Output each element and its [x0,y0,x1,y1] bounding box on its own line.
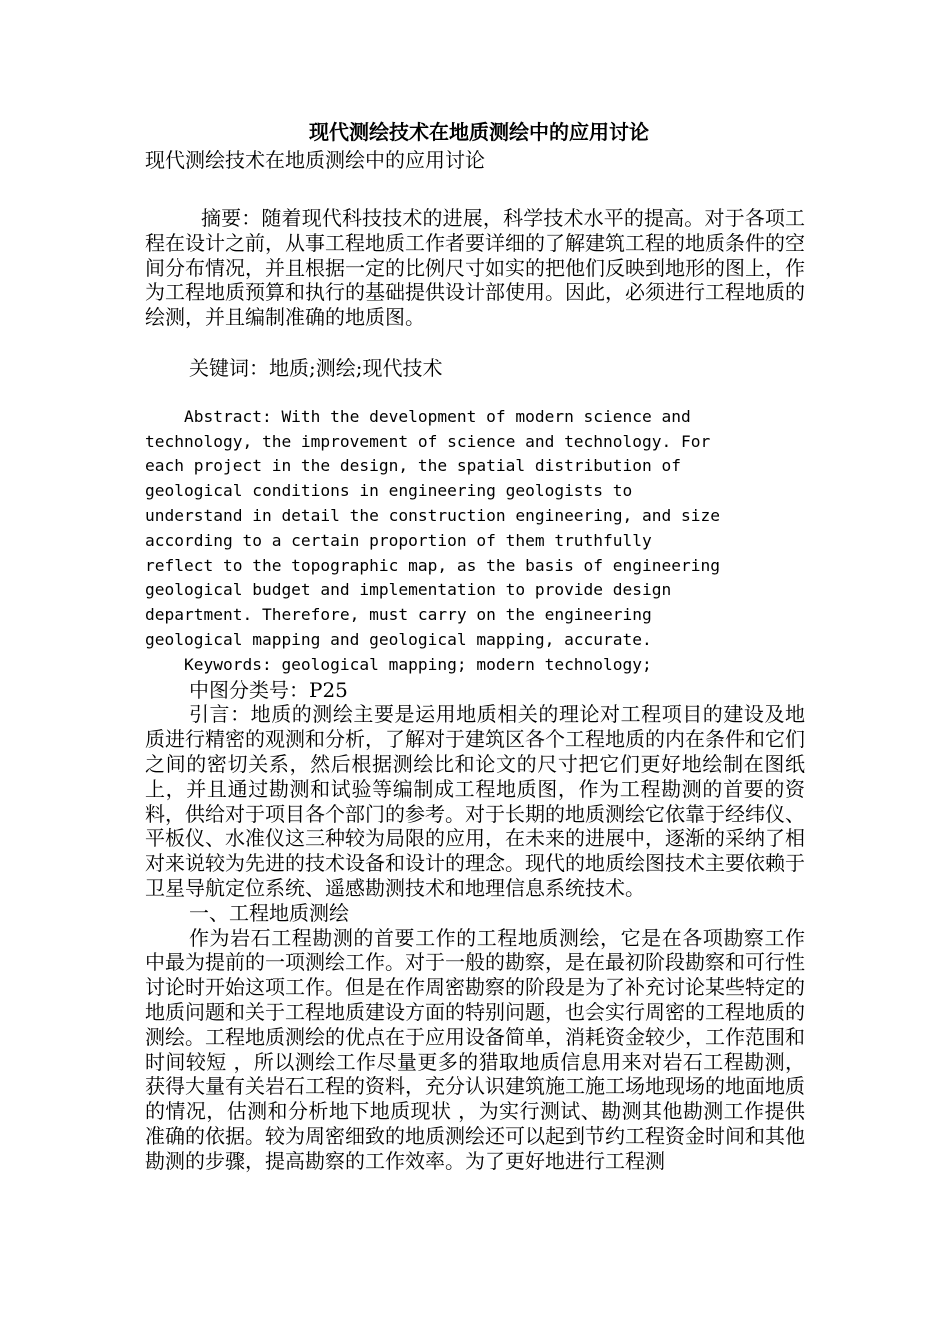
keywords-cn: 关键词：地质;测绘;现代技术 [189,355,443,380]
abstract-en-line: according to a certain proportion of them truthfully [145,530,652,550]
abstract-en [145,405,805,678]
abstract-en-line: department. Therefore, must carry on the engineering [145,605,652,625]
spacer [145,174,805,206]
document-subtitle: 现代测绘技术在地质测绘中的应用讨论 [145,148,485,172]
abstract-en-line: geological conditions in engineering geologists to [145,481,633,501]
keywords-en: Keywords: geological mapping; modern technology; [145,654,652,674]
spacer [145,330,805,356]
section-body: 作为岩石工程勘测的首要工作的工程地质测绘，它是在各项勘察工作中最为提前的一项测绘工作。对于一般的勘察，是在最初阶段勘察和可行性讨论时开始这项工作。但是在作周密勘察的阶段是为了补充讨论某些特定的地质问题和关于工程地质建设方面的特别问题，也会实行周密的工程地质的测绘。工程地质测绘的优点在于应用设备简单，消耗资金较少，工作范围和时间较短 ，所以测绘工作尽量更多的猎取地质信息用来对岩石工程勘测，获得大量有关岩石工程的资料，充分认识建筑施工施工场地现场的地面地质的情况，估测和分析地下地质现状 ，为实行测试、勘测其他勘测工作提供准确的依据。较为周密细致的地质测绘还可以起到节约工程资金时间和其他勘测的步骤，提高勘察的工作效率。为了更好地进行工程测 [145,925,805,1173]
abstract-en-line: Abstract: With the development of modern science and [145,406,691,426]
introduction: 引言：地质的测绘主要是运用地质相关的理论对工程项目的建设及地质进行精密的观测和分析，了解对于建筑区各个工程地质的内在条件和它们之间的密切关系，然后根据测绘比和论文的尺寸把它们更好地绘制在图纸上，并且通过勘测和试验等编制成工程地质图，作为工程勘测的首要的资料，供给对于项目各个部门的参考。对于长期的地质测绘它依靠于经纬仪、平板仪、水准仪这三种较为局限的应用，在未来的进展中，逐渐的采纳了相对来说较为先进的技术设备和设计的理念。现代的地质绘图技术主要依赖于卫星导航定位系统、遥感勘测技术和地理信息系统技术。 [145,702,805,900]
abstract-en-line: reflect to the topographic map, as the basis of engineering [145,555,720,575]
spacer [145,381,805,405]
document-title: 现代测绘技术在地质测绘中的应用讨论 [309,120,649,144]
document-page [145,118,805,1173]
classification-number: 中图分类号：P25 [189,677,348,702]
abstract-en-line: technology, the improvement of science and technology. For [145,431,711,451]
abstract-cn: 摘要：随着现代科技技术的进展，科学技术水平的提高。对于各项工程在设计之前，从事工程地质工作者要详细的了解建筑工程的地质条件的空间分布情况，并且根据一定的比例尺寸如实的把他们反映到地形的图上，作为工程地质预算和执行的基础提供设计部使用。因此，必须进行工程地质的绘测，并且编制准确的地质图。 [145,206,805,330]
abstract-en-line: each project in the design, the spatial distribution of [145,456,682,476]
abstract-en-line: geological mapping and geological mapping, accurate. [145,629,652,649]
section-heading: 一、工程地质测绘 [189,900,349,925]
abstract-en-line: understand in detail the construction engineering, and size [145,505,720,525]
abstract-en-line: geological budget and implementation to provide design [145,580,672,600]
